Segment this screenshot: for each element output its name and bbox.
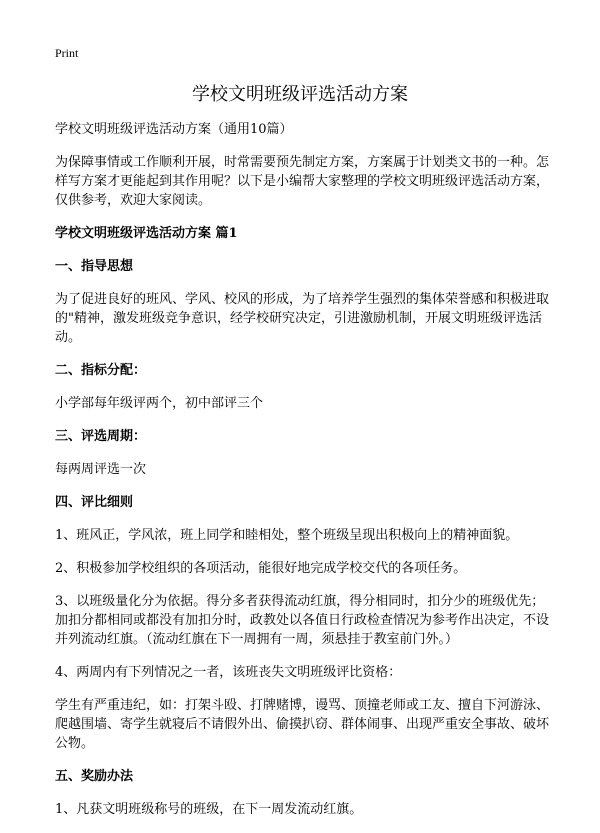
article-heading: 学校文明班级评选活动方案 篇1 (55, 226, 238, 241)
section-paragraph: 小学部每年级评两个，初中部评三个 (55, 396, 264, 411)
section-paragraph: 1、班风正，学风浓，班上同学和睦相处，整个班级呈现出积极向上的精神面貌。 (55, 528, 519, 543)
section-paragraph: 学生有严重违纪，如：打架斗殴、打牌赌博，谩骂、顶撞老师或工友、擅自下河游泳、爬越围墙、寄学生就寝后不请假外出、偷摸扒窃、群体闹事、出现严重安全事故、破坏公物。 (55, 698, 550, 751)
section-paragraph: 每两周评选一次 (55, 462, 147, 477)
section-paragraph: 1、凡获文明班级称号的班级，在下一周发流动红旗。 (55, 802, 363, 817)
section-heading-rules: 四、评比细则 (55, 495, 134, 510)
section-heading-quota: 二、指标分配： (55, 363, 147, 378)
section-heading-rewards: 五、奖励办法 (55, 769, 134, 784)
section-heading-guiding: 一、指导思想 (55, 259, 134, 274)
intro-paragraph: 为保障事情或工作顺利开展，时常需要预先制定方案，方案属于计划类文书的一种。怎样写方案才更能起到其作用呢？以下是小编帮大家整理的学校文明班级评选活动方案，仅供参考，欢迎大家阅读。 (55, 155, 550, 208)
section-paragraph: 为了促进良好的班风、学风、校风的形成，为了培养学生强烈的集体荣誉感和积极进取的"精神，激发班级竞争意识，经学校研究决定，引进激励机制，开展文明班级评选活动。 (55, 292, 550, 345)
section-paragraph: 4、两周内有下列情况之一者，该班丧失文明班级评比资格： (55, 665, 402, 680)
document-subtitle: 学校文明班级评选活动方案（通用10篇） (55, 122, 293, 137)
section-paragraph: 3、以班级量化分为依据。得分多者获得流动红旗，得分相同时，扣分少的班级优先；加扣分都相同或都没有加扣分时，政教处以各值日行政检查情况为参考作出决定，不设并列流动红旗。（流动红旗在下一周拥有一周，须悬挂于教室前门外。） (55, 594, 550, 647)
print-label: Print (55, 46, 79, 60)
document-content (55, 120, 555, 833)
document-title: 学校文明班级评选活动方案 (192, 84, 408, 105)
section-paragraph: 2、积极参加学校组织的各项活动，能很好地完成学校交代的各项任务。 (55, 561, 467, 576)
section-heading-cycle: 三、评选周期： (55, 429, 147, 444)
